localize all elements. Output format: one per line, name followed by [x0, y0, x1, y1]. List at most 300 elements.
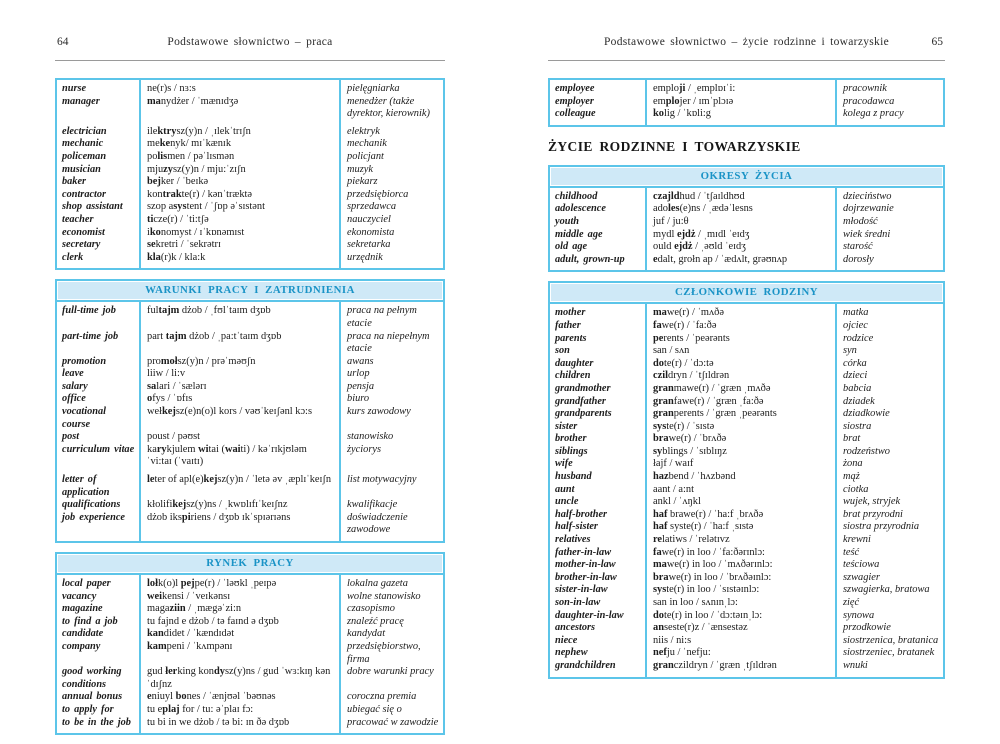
pronunciation: magaziin / ˌmægəˈzi:n: [147, 603, 242, 615]
column-separator: [645, 80, 647, 125]
pronunciation: kłolifikejsz(y)ns / ˌkwɒlɪfɪˈkeɪʃnz: [147, 499, 288, 511]
english-term: childhood: [555, 190, 598, 202]
pronunciation: salari / ˈsælərɪ: [147, 380, 207, 392]
pronunciation: hazbend / ˈhʌzbənd: [653, 471, 736, 483]
table-row: [57, 151, 443, 164]
english-term: aunt: [555, 483, 575, 495]
polish-translation: siostra przyrodnia: [843, 521, 920, 533]
polish-translation: wolne stanowisko: [347, 590, 421, 602]
polish-translation: dzieci: [843, 370, 868, 382]
table-row: [57, 368, 443, 381]
pronunciation: sekretri / ˈsekrətrɪ: [147, 239, 221, 251]
table-row: [550, 358, 943, 371]
polish-translation: brat przyrodni: [843, 508, 903, 520]
polish-translation: stanowisko: [347, 431, 394, 443]
english-term: ancestors: [555, 622, 596, 634]
polish-translation: dziadek: [843, 395, 875, 407]
polish-translation: siostra: [843, 420, 872, 432]
pronunciation: polismen / pəˈlɪsmən: [147, 150, 235, 162]
english-term: siblings: [555, 445, 588, 457]
table-row: [57, 616, 443, 629]
table-row: [550, 458, 943, 471]
pronunciation: lołk(o)l pejpe(r) / ˈləʊkl ˌpeɪpə: [147, 578, 277, 589]
pronunciation: gud łerking kondysz(y)ns / gud ˈwɜ:kɪŋ kənˈdɪʃnz: [147, 666, 331, 690]
table-row: [57, 717, 443, 730]
polish-translation: krewni: [843, 534, 871, 546]
table-row: [550, 370, 943, 383]
english-term: middle age: [555, 228, 603, 240]
polish-translation: sekretarka: [347, 239, 391, 251]
pronunciation: szop asystent / ˈʃɒp əˈsɪstənt: [147, 201, 265, 213]
polish-translation: czasopismo: [347, 603, 395, 615]
table-row: [57, 512, 443, 537]
life-periods-table: [548, 165, 945, 273]
table-row: [57, 126, 443, 139]
polish-translation: lokalna gazeta: [347, 578, 408, 589]
table-row: [57, 591, 443, 604]
english-term: candidate: [62, 628, 104, 640]
pronunciation: mydl ejdż / ˌmɪdl ˈeɪdʒ: [653, 228, 750, 240]
pronunciation: brawe(r) / ˈbrʌðə: [653, 433, 727, 445]
table-row: [550, 216, 943, 229]
polish-translation: przodkowie: [843, 622, 891, 634]
polish-translation: muzyk: [347, 163, 373, 175]
polish-translation: pracować w zawodzie: [347, 716, 439, 728]
english-term: sister-in-law: [555, 584, 608, 596]
english-term: nephew: [555, 647, 588, 659]
english-term: economist: [62, 226, 105, 238]
column-separator: [645, 188, 647, 271]
polish-translation: urlop: [347, 368, 370, 380]
english-term: full-time job: [62, 305, 116, 317]
pronunciation: granperents / ˈgræn ˌpeərənts: [653, 408, 777, 420]
polish-translation: kwalifikacje: [347, 499, 398, 511]
polish-translation: syn: [843, 345, 857, 357]
english-term: shop assistant: [62, 201, 123, 213]
colleagues-table: [548, 78, 945, 127]
table-body: [57, 80, 443, 268]
pronunciation: tu fajnd e dżob / tə faɪnd ə dʒɒb: [147, 615, 279, 627]
english-term: wife: [555, 458, 573, 470]
pronunciation: mawe(r) in loo / ˈmʌðərɪnlɔ:: [653, 559, 773, 571]
english-term: qualifications: [62, 499, 121, 511]
pronunciation: łajf / waɪf: [653, 458, 694, 470]
polish-translation: ekonomista: [347, 226, 395, 238]
english-term: daughter-in-law: [555, 609, 624, 621]
column-separator: [835, 304, 837, 676]
pronunciation: relatiws / ˈrelətɪvz: [653, 534, 730, 546]
english-term: old age: [555, 241, 588, 253]
chapter-heading: ŻYCIE RODZINNE I TOWARZYSKIE: [548, 138, 801, 154]
table-row: [57, 201, 443, 214]
table-row: [550, 203, 943, 216]
english-term: colleague: [555, 108, 596, 120]
polish-translation: młodość: [843, 215, 878, 227]
table-row: [57, 83, 443, 96]
polish-translation: ciotka: [843, 483, 869, 495]
english-term: salary: [62, 380, 88, 392]
table-row: [550, 559, 943, 572]
pronunciation: juf / ju:θ: [653, 215, 689, 227]
page-left: [55, 0, 445, 728]
table-row: [550, 241, 943, 254]
english-term: part-time job: [62, 330, 119, 342]
polish-translation: szwagierka, bratowa: [843, 584, 930, 596]
polish-translation: wujek, stryjek: [843, 496, 901, 508]
pronunciation: mawe(r) / ˈmʌðə: [653, 307, 724, 319]
polish-translation: kandydat: [347, 628, 386, 640]
table-body: [57, 575, 443, 733]
polish-translation: ubiegać się o: [347, 703, 402, 715]
work-conditions-table: [55, 279, 445, 543]
english-term: son: [555, 345, 570, 357]
pronunciation: san / sʌn: [653, 345, 690, 357]
pronunciation: tu bi in we dżob / tə bi: ɪn ðə dʒɒb: [147, 716, 290, 728]
table-row: [550, 660, 943, 673]
english-term: relatives: [555, 534, 591, 546]
polish-translation: starość: [843, 241, 873, 253]
polish-translation: mechanik: [347, 138, 387, 150]
english-term: vocational course: [62, 406, 107, 430]
table-row: [550, 320, 943, 333]
english-term: leave: [62, 368, 84, 380]
pronunciation: niis / ni:s: [653, 634, 692, 646]
table-row: [550, 433, 943, 446]
table-row: [550, 610, 943, 623]
pronunciation: granczildryn / ˈgræn ˌtʃɪldrən: [653, 659, 777, 671]
table-row: [57, 628, 443, 641]
pronunciation: ofys / ˈɒfɪs: [147, 393, 193, 405]
pronunciation: san in loo / sʌnɪnˌlɔ:: [653, 597, 738, 608]
page-left-content: [55, 78, 445, 744]
english-term: grandmother: [555, 382, 611, 394]
polish-translation: brat: [843, 433, 861, 445]
english-term: brother-in-law: [555, 571, 617, 583]
polish-translation: synowa: [843, 609, 875, 621]
polish-translation: menedżer (także dyrektor, kierownik): [347, 95, 430, 120]
table-row: [57, 499, 443, 512]
table-row: [550, 496, 943, 509]
professions-table: [55, 78, 445, 270]
pronunciation: czildryn / ˈtʃɪldrən: [653, 370, 730, 382]
polish-translation: dzieciństwo: [843, 190, 892, 202]
page-header-right: [548, 36, 945, 52]
column-separator: [339, 575, 341, 733]
polish-translation: siostrzeniec, bratanek: [843, 647, 935, 659]
polish-translation: dziadkowie: [843, 408, 890, 420]
polish-translation: awans: [347, 355, 374, 367]
polish-translation: piekarz: [347, 176, 378, 188]
pronunciation: fultajm dżob / ˌfʊlˈtaɪm dʒɒb: [147, 305, 271, 317]
column-separator: [835, 80, 837, 125]
english-term: magazine: [62, 603, 103, 615]
polish-translation: wiek średni: [843, 228, 891, 240]
english-term: grandfather: [555, 395, 606, 407]
polish-translation: kolega z pracy: [843, 108, 904, 120]
table-row: [57, 444, 443, 469]
pronunciation: nefju / ˈnefju:: [653, 647, 711, 659]
table-row: [550, 307, 943, 320]
table-row: [57, 704, 443, 717]
table-row: [57, 393, 443, 406]
column-separator: [139, 302, 141, 541]
pronunciation: karykjulem witai (waiti) / kəˈrɪkjʊləm ˈvi:taɪ (ˈvaɪtɪ): [147, 443, 307, 468]
table-row: [550, 547, 943, 560]
table-row: [57, 164, 443, 177]
table-row: [550, 108, 943, 121]
pronunciation: haf syste(r) / ˈha:f ˌsɪstə: [653, 521, 754, 533]
pronunciation: syblings / ˈsɪblɪŋz: [653, 445, 727, 457]
pronunciation: leter of apl(e)kejsz(y)n / ˈletə əv ˌæplɪˈkeɪʃn: [147, 474, 332, 486]
table-body: [550, 188, 943, 271]
polish-translation: ojciec: [843, 319, 868, 331]
page-title-right: Podstawowe słownictwo – życie rodzinne i towarzyskie: [603, 36, 889, 48]
english-term: annual bonus: [62, 691, 123, 703]
table-row: [550, 396, 943, 409]
pronunciation: kontrakte(r) / kənˈtræktə: [147, 188, 253, 200]
column-separator: [139, 575, 141, 733]
pronunciation: kampeni / ˈkʌmpənɪ: [147, 640, 233, 652]
polish-translation: pracownik: [843, 83, 887, 94]
english-term: letter of application: [62, 474, 110, 498]
table-row: [550, 622, 943, 635]
table-row: [57, 691, 443, 704]
polish-translation: rodzice: [843, 332, 874, 344]
pronunciation: anseste(r)z / ˈænsestəz: [653, 622, 748, 634]
english-term: half-sister: [555, 521, 598, 533]
pronunciation: kolig / ˈkɒli:g: [653, 108, 711, 120]
pronunciation: emploji / ˌemplɒɪˈi:: [653, 83, 736, 94]
polish-translation: pielęgniarka: [347, 83, 400, 94]
table-row: [550, 597, 943, 610]
pronunciation: dote(r) / ˈdɔ:tə: [653, 357, 714, 369]
polish-translation: pensja: [347, 380, 375, 392]
english-term: brother: [555, 433, 587, 445]
pronunciation: eniuyl bones / ˈænjʊəl ˈbəʊnəs: [147, 691, 276, 703]
polish-translation: siostrzenica, bratanica: [843, 634, 939, 646]
pronunciation: ikonomyst / ɪˈkɒnəmɪst: [147, 226, 245, 238]
polish-translation: doświadczenie zawodowe: [347, 511, 408, 536]
english-term: parents: [555, 332, 587, 344]
polish-translation: teściowa: [843, 559, 880, 571]
pronunciation: ticze(r) / ˈti:tʃə: [147, 213, 209, 225]
pronunciation: dote(r) in loo / ˈdɔ:təɪnˌlɔ:: [653, 609, 763, 621]
english-term: secretary: [62, 239, 101, 251]
table-row: [57, 431, 443, 444]
table-row: [550, 408, 943, 421]
english-term: daughter: [555, 357, 594, 369]
table-body: [550, 304, 943, 676]
column-separator: [645, 304, 647, 676]
table-row: [57, 214, 443, 227]
polish-translation: dorosły: [843, 253, 874, 265]
english-term: grandchildren: [555, 659, 616, 671]
english-term: clerk: [62, 251, 84, 263]
english-term: half-brother: [555, 508, 608, 520]
table-row: [550, 509, 943, 522]
column-separator: [339, 302, 341, 541]
table-row: [550, 647, 943, 660]
english-term: promotion: [62, 355, 107, 367]
pronunciation: haf brawe(r) / ˈha:f ˌbrʌðə: [653, 508, 764, 520]
pronunciation: promołsz(y)n / prəˈməʊʃn: [147, 355, 256, 367]
polish-translation: dobre warunki pracy: [347, 666, 434, 678]
page-title-left: Podstawowe słownictwo – praca: [167, 36, 333, 48]
polish-translation: coroczna premia: [347, 691, 417, 703]
table-row: [550, 635, 943, 648]
english-term: electrician: [62, 125, 107, 137]
pronunciation: mjuzysz(y)n / mju:ˈzɪʃn: [147, 163, 246, 175]
pronunciation: ould ejdż / ˌəʊld ˈeɪdʒ: [653, 241, 746, 253]
english-term: father: [555, 319, 581, 331]
pronunciation: dżob ikspiriens / dʒɒb ɪkˈspɪərɪəns: [147, 511, 291, 523]
english-term: children: [555, 370, 591, 382]
polish-translation: przedsiębiorca: [347, 188, 409, 200]
table-row: [57, 603, 443, 616]
english-term: grandparents: [555, 408, 612, 420]
polish-translation: znaleźć pracę: [347, 615, 404, 627]
table-row: [550, 572, 943, 585]
header-rule-left: [55, 60, 445, 61]
english-term: vacancy: [62, 590, 97, 602]
polish-translation: policjant: [347, 150, 384, 162]
table-row: [57, 641, 443, 666]
polish-translation: mąż: [843, 471, 860, 483]
english-term: office: [62, 393, 86, 405]
polish-translation: list motywacyjny: [347, 474, 417, 486]
section-header: CZŁONKOWIE RODZINY: [551, 284, 942, 301]
table-row: [550, 191, 943, 204]
pronunciation: weikensi / ˈveɪkənsɪ: [147, 590, 231, 602]
polish-translation: biuro: [347, 393, 370, 405]
pronunciation: edalt, grołn ap / ˈædʌlt, grəʊnʌp: [653, 253, 788, 265]
table-row: [550, 345, 943, 358]
english-term: adult, grown-up: [555, 253, 625, 265]
section-header: OKRESY ŻYCIA: [551, 168, 942, 185]
english-term: employer: [555, 95, 594, 107]
table-row: [57, 96, 443, 121]
pronunciation: fawe(r) / ˈfa:ðə: [653, 319, 717, 331]
page-number-right: 65: [931, 36, 943, 48]
table-row: [550, 229, 943, 242]
english-term: to be in the job: [62, 716, 131, 728]
english-term: niece: [555, 634, 578, 646]
table-row: [57, 666, 443, 691]
table-row: [57, 305, 443, 330]
polish-translation: praca na niepełnym etacie: [347, 330, 430, 355]
pronunciation: kla(r)k / kla:k: [147, 251, 206, 263]
table-row: [57, 227, 443, 240]
english-term: son-in-law: [555, 597, 601, 608]
table-row: [57, 176, 443, 189]
english-term: musician: [62, 163, 101, 175]
polish-translation: żona: [843, 458, 863, 470]
pronunciation: liiw / li:v: [147, 368, 186, 380]
pronunciation: aant / a:nt: [653, 483, 694, 495]
pronunciation: manydżer / ˈmænɪdʒə: [147, 95, 239, 107]
table-row: [550, 446, 943, 459]
table-body: [550, 80, 943, 125]
table-row: [550, 383, 943, 396]
pronunciation: wełkejsz(e)n(o)l kors / vəʊˈkeɪʃənl kɔ:s: [147, 406, 312, 418]
english-term: mother-in-law: [555, 559, 616, 571]
english-term: baker: [62, 176, 87, 188]
polish-translation: rodzeństwo: [843, 445, 890, 457]
table-row: [550, 83, 943, 96]
pronunciation: kandidet / ˈkændɪdət: [147, 628, 235, 640]
table-row: [550, 484, 943, 497]
table-row: [57, 331, 443, 356]
polish-translation: urzędnik: [347, 251, 383, 263]
table-row: [550, 584, 943, 597]
english-term: mechanic: [62, 138, 104, 150]
polish-translation: babcia: [843, 382, 872, 394]
column-separator: [339, 80, 341, 268]
polish-translation: nauczyciel: [347, 213, 391, 225]
pronunciation: brawe(r) in loo / ˈbrʌðəɪnlɔ:: [653, 571, 772, 583]
page-header-left: [55, 36, 445, 52]
table-row: [550, 471, 943, 484]
english-term: nurse: [62, 83, 87, 94]
english-term: uncle: [555, 496, 579, 508]
polish-translation: pracodawca: [843, 95, 895, 107]
pronunciation: granmawe(r) / ˈgræn ˌmʌðə: [653, 382, 771, 394]
english-term: sister: [555, 420, 578, 432]
table-row: [57, 252, 443, 265]
family-members-table: [548, 281, 945, 678]
table-row: [550, 521, 943, 534]
table-row: [57, 356, 443, 369]
pronunciation: fawe(r) in loo / ˈfa:ðərɪnlɔ:: [653, 546, 765, 558]
pronunciation: perents / ˈpeərənts: [653, 332, 730, 344]
pronunciation: adoles(e)ns / ˌædəˈlesns: [653, 203, 753, 215]
pronunciation: mekenyk/ mɪˈkænɪk: [147, 138, 232, 150]
section-header: WARUNKI PRACY I ZATRUDNIENIA: [58, 282, 442, 299]
pronunciation: syste(r) in loo / ˈsɪstəɪnlɔ:: [653, 584, 760, 596]
english-term: curriculum vitae: [62, 443, 135, 455]
english-term: teacher: [62, 213, 94, 225]
pronunciation: bejker / ˈbeɪkə: [147, 176, 209, 188]
polish-translation: matka: [843, 307, 869, 319]
table-row: [57, 189, 443, 202]
table-row: [57, 239, 443, 252]
english-term: contractor: [62, 188, 107, 200]
english-term: adolescence: [555, 203, 606, 215]
header-rule-right: [548, 60, 945, 61]
english-term: employee: [555, 83, 595, 94]
table-row: [57, 578, 443, 591]
job-market-table: [55, 552, 445, 735]
english-term: husband: [555, 471, 592, 483]
english-term: manager: [62, 95, 100, 107]
pronunciation: emplojer / ɪmˈplɔɪə: [653, 95, 734, 107]
english-term: father-in-law: [555, 546, 612, 558]
english-term: post: [62, 431, 80, 443]
polish-translation: wnuki: [843, 659, 868, 671]
table-row: [57, 138, 443, 151]
english-term: good working conditions: [62, 666, 122, 690]
table-row: [57, 406, 443, 431]
polish-translation: elektryk: [347, 125, 380, 137]
english-term: company: [62, 640, 101, 652]
pronunciation: part tajm dżob / ˌpa:tˈtaɪm dʒɒb: [147, 330, 282, 342]
pronunciation: ne(r)s / nɜ:s: [147, 83, 196, 94]
polish-translation: kurs zawodowy: [347, 406, 411, 418]
section-header: RYNEK PRACY: [58, 555, 442, 572]
polish-translation: teść: [843, 546, 860, 558]
table-row: [550, 333, 943, 346]
table-row: [550, 534, 943, 547]
